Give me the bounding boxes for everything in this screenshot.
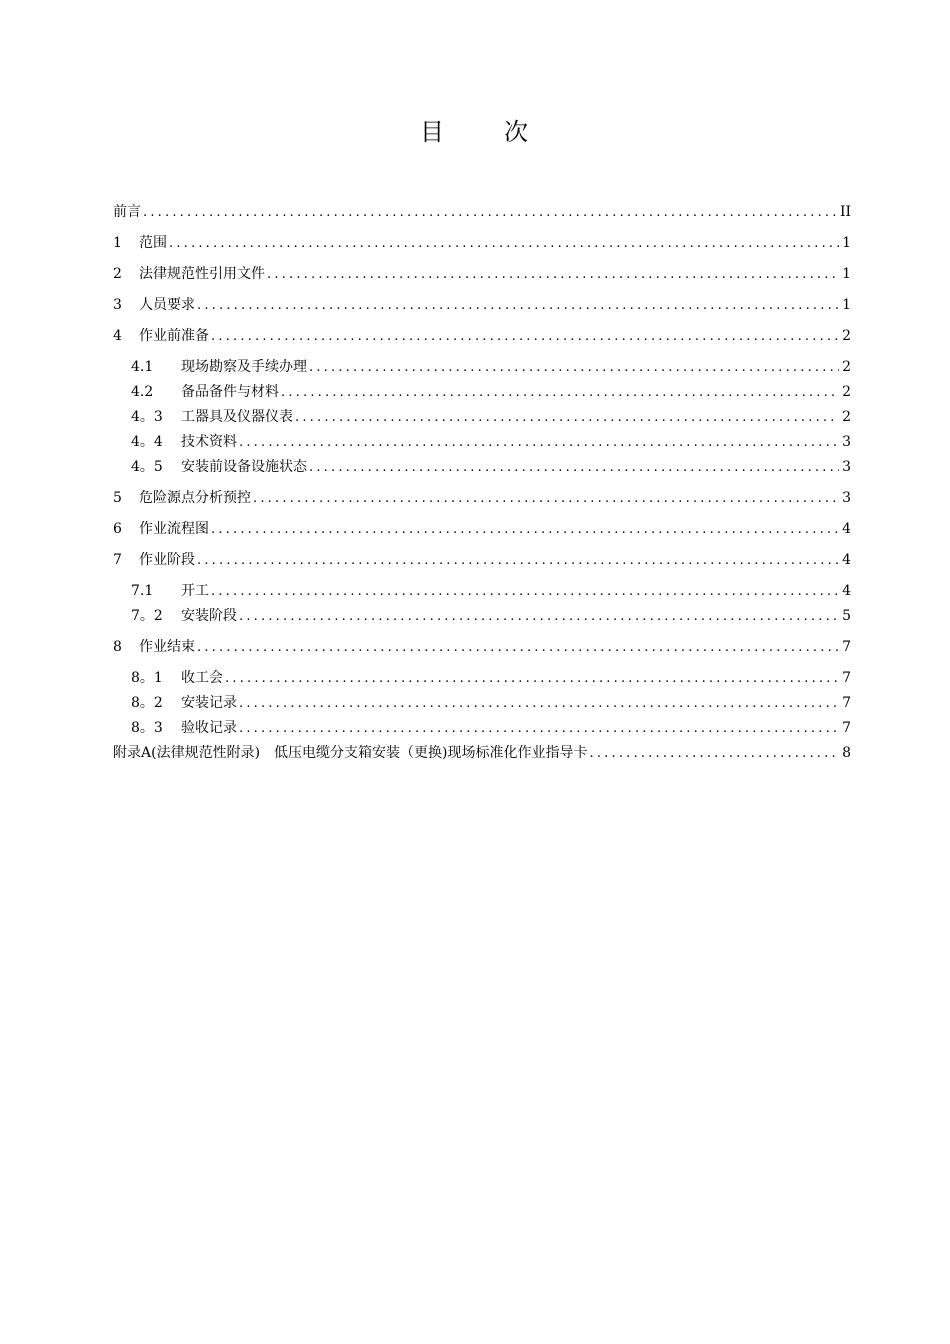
toc-entry-page: 3 (842, 434, 851, 450)
toc-entry-page: 3 (842, 490, 851, 506)
toc-entry-label: 验收记录 (181, 720, 237, 736)
toc-entry-page: 4 (842, 521, 851, 537)
title-char-2: 次 (504, 118, 530, 146)
toc-entry-4-3[interactable] (113, 405, 851, 430)
toc-entry-label: 收工会 (181, 670, 223, 686)
table-of-contents (113, 200, 851, 766)
toc-leader-dots (309, 455, 839, 480)
toc-entry-page: 7 (842, 639, 851, 655)
page-title (0, 112, 950, 147)
toc-entry-page: 8 (842, 745, 851, 761)
toc-entry-preface[interactable] (113, 200, 851, 225)
toc-entry-label: 开工 (181, 583, 209, 599)
toc-entry-appendix-a[interactable] (113, 741, 851, 766)
toc-entry-page: 2 (842, 328, 851, 344)
toc-entry-number: 8。3 (131, 720, 163, 736)
toc-entry-4-4[interactable] (113, 430, 851, 455)
toc-entry-8-1[interactable] (113, 666, 851, 691)
toc-leader-dots (211, 517, 839, 542)
toc-entry-number: 4。3 (131, 409, 163, 425)
toc-entry-page: 3 (842, 459, 851, 475)
toc-entry-label: 附录A(法律规范性附录) 低压电缆分支箱安装（更换)现场标准化作业指导卡 (113, 745, 588, 761)
toc-entry-page: 7 (842, 670, 851, 686)
toc-leader-dots (197, 548, 839, 573)
toc-leader-dots (239, 691, 839, 716)
toc-entry-number: 4 (113, 328, 122, 344)
toc-entry-page: II (839, 204, 851, 220)
toc-entry-7-2[interactable] (113, 604, 851, 629)
toc-entry-label: 危险源点分析预控 (139, 490, 251, 506)
toc-leader-dots (197, 293, 839, 318)
toc-entry-number: 8 (113, 639, 122, 655)
toc-entry-1[interactable] (113, 231, 851, 256)
toc-leader-dots (267, 262, 839, 287)
toc-entry-label: 作业流程图 (139, 521, 209, 537)
toc-entry-page: 7 (842, 695, 851, 711)
toc-entry-4[interactable] (113, 324, 851, 349)
toc-leader-dots (225, 666, 839, 691)
toc-entry-page: 2 (842, 384, 851, 400)
toc-entry-page: 2 (842, 409, 851, 425)
toc-leader-dots (169, 231, 839, 256)
toc-entry-label: 作业阶段 (139, 552, 195, 568)
toc-entry-number: 3 (113, 297, 122, 313)
toc-entry-label: 备品备件与材料 (181, 384, 279, 400)
toc-leader-dots (239, 716, 839, 741)
toc-entry-number: 4.2 (131, 384, 154, 400)
toc-leader-dots (197, 635, 839, 660)
toc-entry-page: 7 (842, 720, 851, 736)
toc-entry-number: 7。2 (131, 608, 163, 624)
toc-entry-7[interactable] (113, 548, 851, 573)
toc-entry-page: 4 (842, 552, 851, 568)
toc-entry-label: 安装记录 (181, 695, 237, 711)
toc-entry-number: 7 (113, 552, 122, 568)
toc-entry-number: 5 (113, 490, 122, 506)
toc-entry-number: 8。1 (131, 670, 163, 686)
toc-entry-8[interactable] (113, 635, 851, 660)
toc-entry-page: 5 (842, 608, 851, 624)
toc-entry-label: 技术资料 (181, 434, 237, 450)
toc-entry-label: 现场勘察及手续办理 (181, 359, 307, 375)
toc-leader-dots (239, 430, 839, 455)
toc-entry-2[interactable] (113, 262, 851, 287)
toc-entry-label: 安装阶段 (181, 608, 237, 624)
toc-entry-page: 1 (842, 297, 851, 313)
toc-entry-label: 范围 (139, 235, 167, 251)
toc-entry-label: 人员要求 (139, 297, 195, 313)
toc-entry-label: 工器具及仪器仪表 (181, 409, 293, 425)
toc-entry-7-1[interactable] (113, 579, 851, 604)
toc-entry-page: 2 (842, 359, 851, 375)
toc-leader-dots (590, 741, 840, 766)
toc-entry-page: 4 (842, 583, 851, 599)
toc-entry-6[interactable] (113, 517, 851, 542)
toc-entry-label: 安装前设备设施状态 (181, 459, 307, 475)
toc-entry-number: 7.1 (131, 583, 154, 599)
toc-leader-dots (143, 200, 838, 225)
toc-leader-dots (281, 380, 839, 405)
toc-entry-number: 1 (113, 235, 122, 251)
toc-leader-dots (239, 604, 839, 629)
toc-entry-number: 4.1 (131, 359, 154, 375)
toc-entry-8-3[interactable] (113, 716, 851, 741)
toc-leader-dots (253, 486, 839, 511)
toc-entry-5[interactable] (113, 486, 851, 511)
toc-leader-dots (211, 324, 839, 349)
toc-entry-number: 4。4 (131, 434, 163, 450)
toc-entry-3[interactable] (113, 293, 851, 318)
toc-entry-8-2[interactable] (113, 691, 851, 716)
title-char-1: 目 (420, 118, 446, 146)
toc-entry-4-2[interactable] (113, 380, 851, 405)
toc-entry-number: 6 (113, 521, 122, 537)
toc-entry-label: 作业前准备 (139, 328, 209, 344)
toc-leader-dots (295, 405, 839, 430)
toc-leader-dots (211, 579, 839, 604)
toc-entry-number: 8。2 (131, 695, 163, 711)
toc-entry-page: 1 (842, 235, 851, 251)
toc-entry-4-5[interactable] (113, 455, 851, 480)
toc-entry-label: 法律规范性引用文件 (139, 266, 265, 282)
toc-entry-4-1[interactable] (113, 355, 851, 380)
toc-entry-label: 作业结束 (139, 639, 195, 655)
toc-entry-label: 前言 (113, 204, 141, 220)
toc-entry-page: 1 (842, 266, 851, 282)
toc-entry-number: 4。5 (131, 459, 163, 475)
toc-entry-number: 2 (113, 266, 122, 282)
toc-leader-dots (309, 355, 839, 380)
